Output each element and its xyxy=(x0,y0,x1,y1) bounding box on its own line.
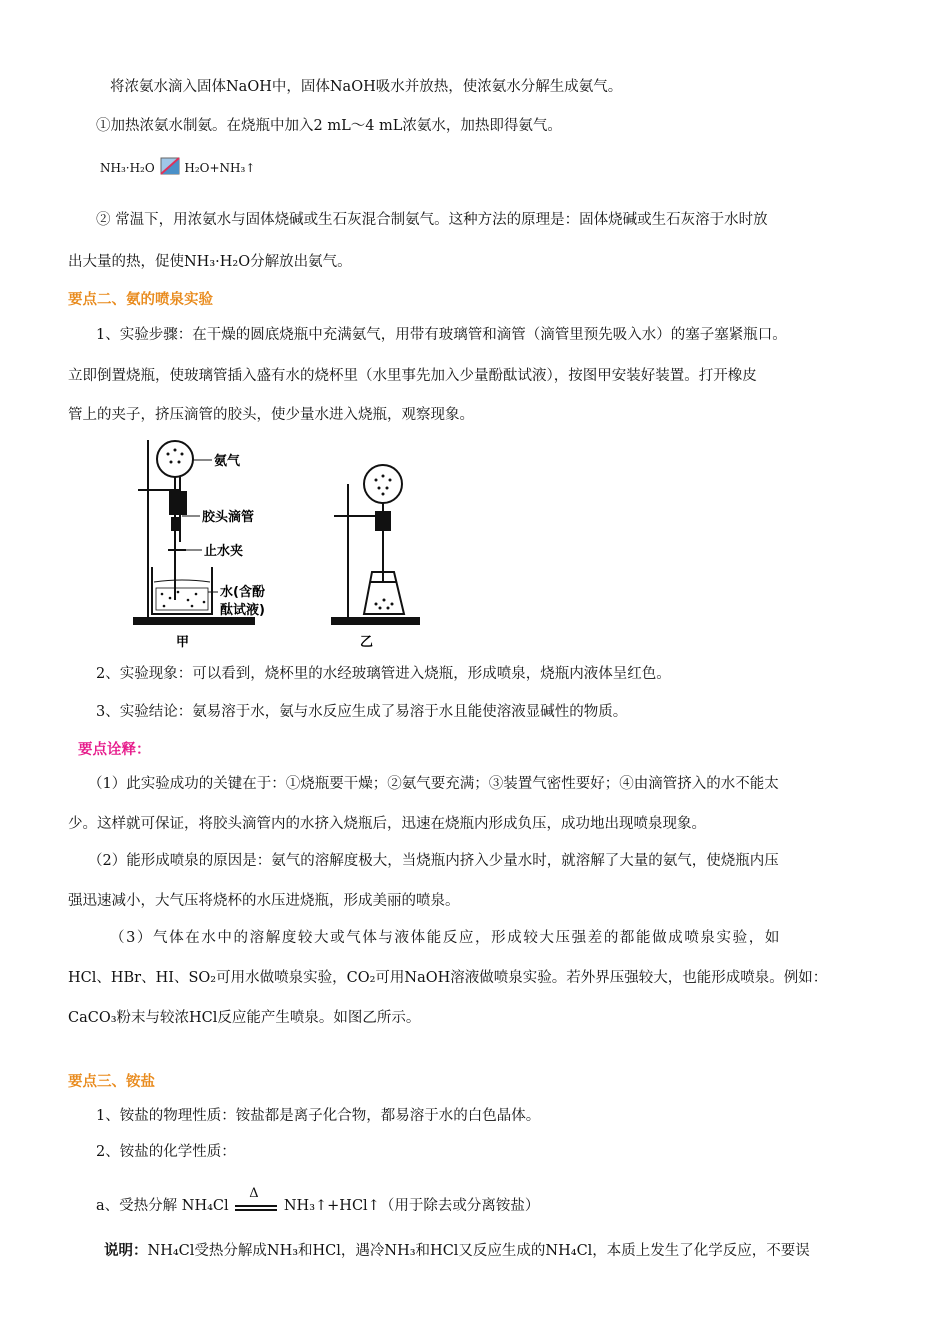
text-line: ①加热浓氨水制氨。在烧瓶中加入2 mL～4 mL浓氨水，加热即得氨气。 xyxy=(96,118,562,134)
note-line xyxy=(104,1241,810,1261)
delta-symbol: Δ xyxy=(249,1186,259,1201)
note-label: 说明： xyxy=(104,1242,148,1259)
text-line: HCl、HBr、HI、SO₂可用水做喷泉实验，CO₂可用NaOH溶液做喷泉实验。若外界压强较大，也能形成喷泉。例如： xyxy=(68,970,828,986)
caption-a: 甲 xyxy=(176,635,190,650)
note-text: NH₄Cl受热分解成NH₃和HCl，遇冷NH₃和HCl又反应生成的NH₄Cl，本质上发生了化学反应，不要误 xyxy=(147,1243,810,1259)
text-line: 3、实验结论：氨易溶于水，氨与水反应生成了易溶于水且能使溶液显碱性的物质。 xyxy=(96,704,628,720)
equation-products: NH₃↑+HCl↑（用于除去或分离铵盐） xyxy=(283,1198,540,1214)
text-line: （3）气体在水中的溶解度较大或气体与液体能反应，形成较大压强差的都能做成喷泉实验，如 xyxy=(110,930,781,946)
text-line: 2、实验现象：可以看到，烧杯里的水经玻璃管进入烧瓶，形成喷泉，烧瓶内液体呈红色。 xyxy=(96,666,671,682)
label-water-1: 水(含酚 xyxy=(220,585,265,600)
section-heading-2: 要点二、氨的喷泉实验 xyxy=(68,292,213,308)
label-dropper: 胶头滴管 xyxy=(202,510,255,525)
text-line: 立即倒置烧瓶，使玻璃管插入盛有水的烧杯里（水里事先加入少量酚酞试液），按图甲安装好装置。打开橡皮 xyxy=(68,368,757,384)
label-ammonia: 氨气 xyxy=(214,454,241,469)
heating-icon xyxy=(160,157,180,175)
section-heading-3: 要点三、铵盐 xyxy=(68,1074,155,1090)
text-line: CaCO₃粉末与较浓HCl反应能产生喷泉。如图乙所示。 xyxy=(68,1010,421,1026)
equation-nh4cl-decomposition xyxy=(96,1186,540,1216)
text-line: （1）此实验成功的关键在于：①烧瓶要干燥；②氨气要充满；③装置气密性要好；④由滴管挤入的水不能太 xyxy=(88,776,779,792)
equation-right: H₂O+NH₃↑ xyxy=(184,161,256,175)
text-line: 将浓氨水滴入固体NaOH中，固体NaOH吸水并放热，使浓氨水分解生成氨气。 xyxy=(110,79,623,95)
equation-ammonia-water xyxy=(100,157,255,178)
caption-b: 乙 xyxy=(360,635,374,650)
text-line: 1、铵盐的物理性质：铵盐都是离子化合物，都易溶于水的白色晶体。 xyxy=(96,1108,541,1124)
text-line: （2）能形成喷泉的原因是：氨气的溶解度极大，当烧瓶内挤入少量水时，就溶解了大量的氨气，使烧瓶内压 xyxy=(88,853,779,869)
text-line: 强迅速减小，大气压将烧杯的水压进烧瓶，形成美丽的喷泉。 xyxy=(68,893,460,909)
heating-equals-sign xyxy=(233,1186,279,1214)
text-line: 1、实验步骤：在干燥的圆底烧瓶中充满氨气，用带有玻璃管和滴管（滴管里预先吸入水）的塞子塞紧瓶口。 xyxy=(96,327,787,343)
text-line: ② 常温下，用浓氨水与固体烧碱或生石灰混合制氨气。这种方法的原理是：固体烧碱或生石灰溶于水时放 xyxy=(96,212,768,228)
fountain-apparatus-figure xyxy=(120,432,420,652)
text-line: 少。这样就可保证，将胶头滴管内的水挤入烧瓶后，迅速在烧瓶内形成负压，成功地出现喷泉现象。 xyxy=(68,816,706,832)
equation-left: NH₃·H₂O xyxy=(100,161,155,175)
key-notes-heading: 要点诠释： xyxy=(78,742,151,758)
text-line: 管上的夹子，挤压滴管的胶头，使少量水进入烧瓶，观察现象。 xyxy=(68,407,474,423)
equation-reactant: a、受热分解 NH₄Cl xyxy=(96,1198,229,1214)
label-water-2: 酞试液) xyxy=(220,603,265,618)
text-line: 2、铵盐的化学性质： xyxy=(96,1144,236,1160)
label-clamp: 止水夹 xyxy=(204,544,244,559)
text-line: 出大量的热，促使NH₃·H₂O分解放出氨气。 xyxy=(68,254,352,270)
